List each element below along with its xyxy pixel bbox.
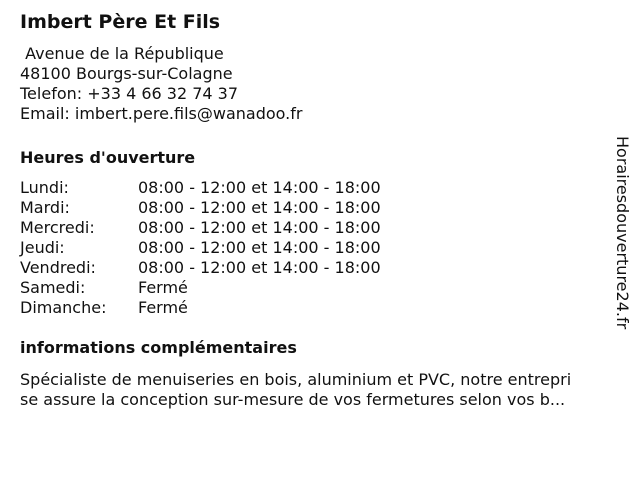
info-heading: informations complémentaires: [20, 338, 297, 357]
business-description: [20, 370, 620, 410]
time-value: 08:00 - 12:00 et 14:00 - 18:00: [138, 238, 381, 257]
day-label: Lundi:: [20, 178, 69, 197]
time-value: 08:00 - 12:00 et 14:00 - 18:00: [138, 178, 381, 197]
time-value: 08:00 - 12:00 et 14:00 - 18:00: [138, 198, 381, 217]
time-value: 08:00 - 12:00 et 14:00 - 18:00: [138, 258, 381, 277]
hours-row-sunday: [20, 298, 616, 318]
hours-row-friday: [20, 258, 616, 278]
street-address: Avenue de la République: [20, 44, 224, 63]
description-line: se assure la conception sur-mesure de vos fermetures selon vos b...: [20, 390, 566, 409]
phone-number: Telefon: +33 4 66 32 74 37: [20, 84, 239, 103]
hours-table: [20, 178, 616, 318]
description-line: Spécialiste de menuiseries en bois, aluminium et PVC, notre entrepri: [20, 370, 572, 389]
time-value: Fermé: [138, 278, 188, 297]
hours-row-thursday: [20, 238, 616, 258]
day-label: Jeudi:: [20, 238, 65, 257]
hours-row-tuesday: [20, 198, 616, 218]
hours-row-wednesday: [20, 218, 616, 238]
business-card: [20, 10, 616, 410]
day-label: Samedi:: [20, 278, 86, 297]
time-value: 08:00 - 12:00 et 14:00 - 18:00: [138, 218, 381, 237]
hours-row-monday: [20, 178, 616, 198]
day-label: Mardi:: [20, 198, 70, 217]
hours-heading: Heures d'ouverture: [20, 148, 196, 167]
email-address: Email: imbert.pere.fils@wanadoo.fr: [20, 104, 303, 123]
business-name: Imbert Père Et Fils: [20, 11, 221, 33]
site-watermark-label: Horairesdouverture24.fr: [613, 136, 632, 330]
day-label: Dimanche:: [20, 298, 107, 317]
city-address: 48100 Bourgs-sur-Colagne: [20, 64, 233, 83]
hours-row-saturday: [20, 278, 616, 298]
day-label: Vendredi:: [20, 258, 96, 277]
time-value: Fermé: [138, 298, 188, 317]
day-label: Mercredi:: [20, 218, 95, 237]
